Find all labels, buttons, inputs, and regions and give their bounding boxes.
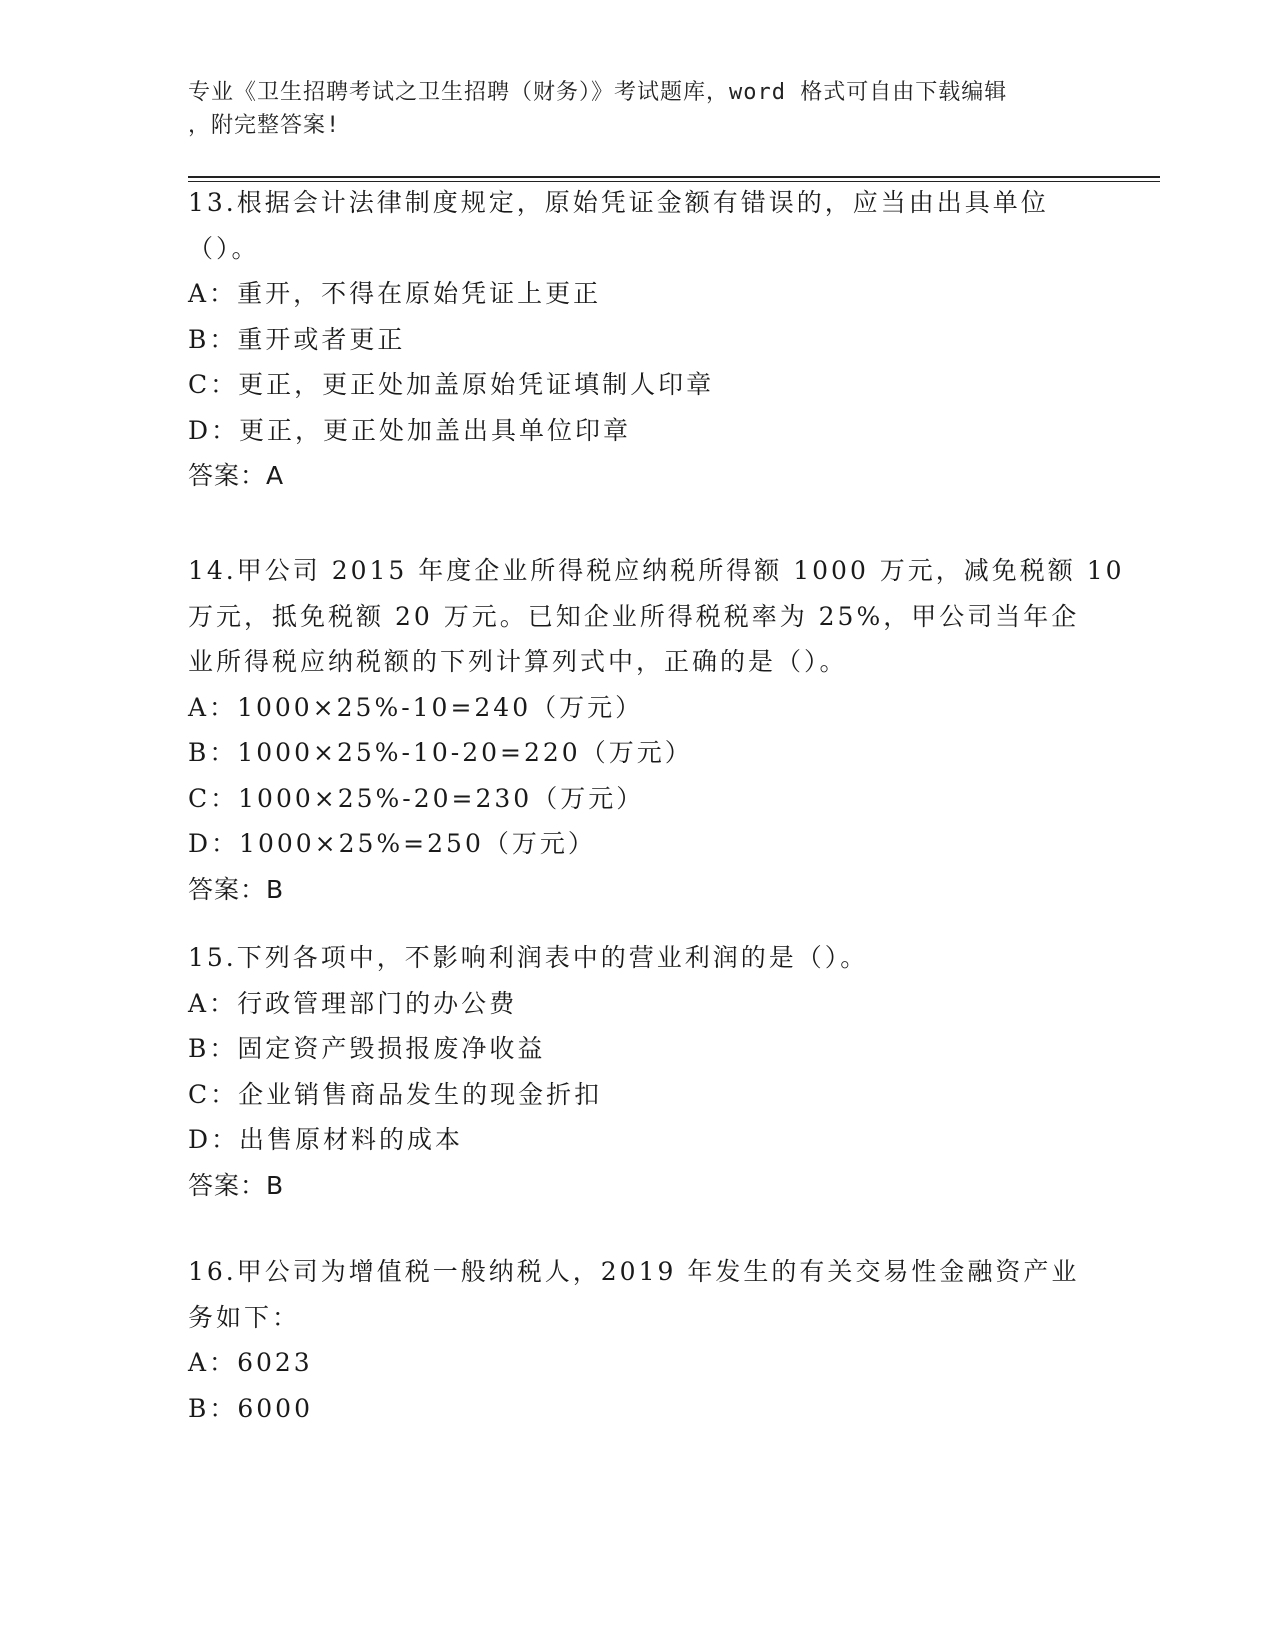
option-key: D： <box>188 829 240 858</box>
option-key: A： <box>188 692 238 722</box>
answer-label: 答案：B <box>188 874 285 904</box>
option-key: A： <box>188 279 238 308</box>
question-13 <box>188 180 1088 499</box>
header-line-2: ，附完整答案! <box>188 113 341 138</box>
question-stem-line: 13.根据会计法律制度规定，原始凭证金额有错误的，应当由出具单位 <box>188 188 1049 217</box>
option-b <box>188 730 1088 776</box>
option-text: 1000×25%-20=230（万元） <box>238 783 645 813</box>
question-15 <box>188 935 1088 1208</box>
question-stem-line: 15.下列各项中，不影响利润表中的营业利润的是（）。 <box>188 943 869 972</box>
question-14 <box>188 548 1125 912</box>
option-d <box>188 408 1088 454</box>
option-text: 1000×25%=250（万元） <box>239 829 596 858</box>
option-d <box>188 821 1088 867</box>
question-16 <box>188 1249 1088 1431</box>
option-d <box>188 1117 1088 1163</box>
option-text: 重开，不得在原始凭证上更正 <box>237 279 602 308</box>
option-c <box>188 362 1088 408</box>
question-stem-line: 16.甲公司为增值税一般纳税人，2019 年发生的有关交易性金融资产业 <box>188 1257 1080 1286</box>
question-stem-line: 务如下： <box>188 1302 301 1332</box>
option-text: 更正，更正处加盖原始凭证填制人印章 <box>238 370 715 399</box>
option-text: 1000×25%-10=240（万元） <box>237 692 644 722</box>
question-stem-line: （）。 <box>188 233 260 263</box>
option-key: C： <box>188 1079 239 1109</box>
option-a <box>188 981 1088 1027</box>
question-stem-line: 14.甲公司 2015 年度企业所得税应纳税所得额 1000 万元，减免税额 10 <box>188 556 1125 585</box>
option-c <box>188 1072 1088 1118</box>
header-divider-thick <box>188 176 1160 178</box>
question-stem-line: 万元，抵免税额 20 万元。已知企业所得税税率为 25%，甲公司当年企 <box>188 601 1080 631</box>
option-text: 企业销售商品发生的现金折扣 <box>238 1079 603 1109</box>
option-key: B： <box>188 324 238 354</box>
header-line-1: 专业《卫生招聘考试之卫生招聘（财务）》考试题库，word 格式可自由下载编辑 <box>188 80 1008 105</box>
option-key: A： <box>188 1348 238 1377</box>
answer-label: 答案：A <box>188 461 285 490</box>
option-text: 行政管理部门的办公费 <box>237 988 518 1018</box>
option-text: 6023 <box>237 1348 313 1377</box>
option-text: 出售原材料的成本 <box>239 1125 464 1154</box>
option-text: 1000×25%-10-20=220（万元） <box>237 738 693 767</box>
option-a <box>188 271 1088 317</box>
option-b <box>188 317 1088 363</box>
option-key: D： <box>188 415 240 445</box>
document-header <box>188 76 1068 142</box>
option-a <box>188 1340 1088 1386</box>
option-a <box>188 685 1088 731</box>
option-c <box>188 776 1088 822</box>
option-text: 6000 <box>237 1393 313 1423</box>
option-b <box>188 1386 1088 1432</box>
option-key: A： <box>188 988 238 1018</box>
option-key: B： <box>188 738 238 767</box>
option-key: C： <box>188 370 239 399</box>
option-text: 更正，更正处加盖出具单位印章 <box>239 415 632 445</box>
option-key: D： <box>188 1125 240 1154</box>
option-text: 重开或者更正 <box>237 324 406 354</box>
option-key: B： <box>188 1393 238 1423</box>
option-key: B： <box>188 1034 238 1063</box>
option-b <box>188 1026 1088 1072</box>
option-key: C： <box>188 783 239 813</box>
question-stem-line: 业所得税应纳税额的下列计算列式中，正确的是（）。 <box>188 647 848 676</box>
answer-label: 答案：B <box>188 1170 285 1200</box>
option-text: 固定资产毁损报废净收益 <box>237 1034 546 1063</box>
